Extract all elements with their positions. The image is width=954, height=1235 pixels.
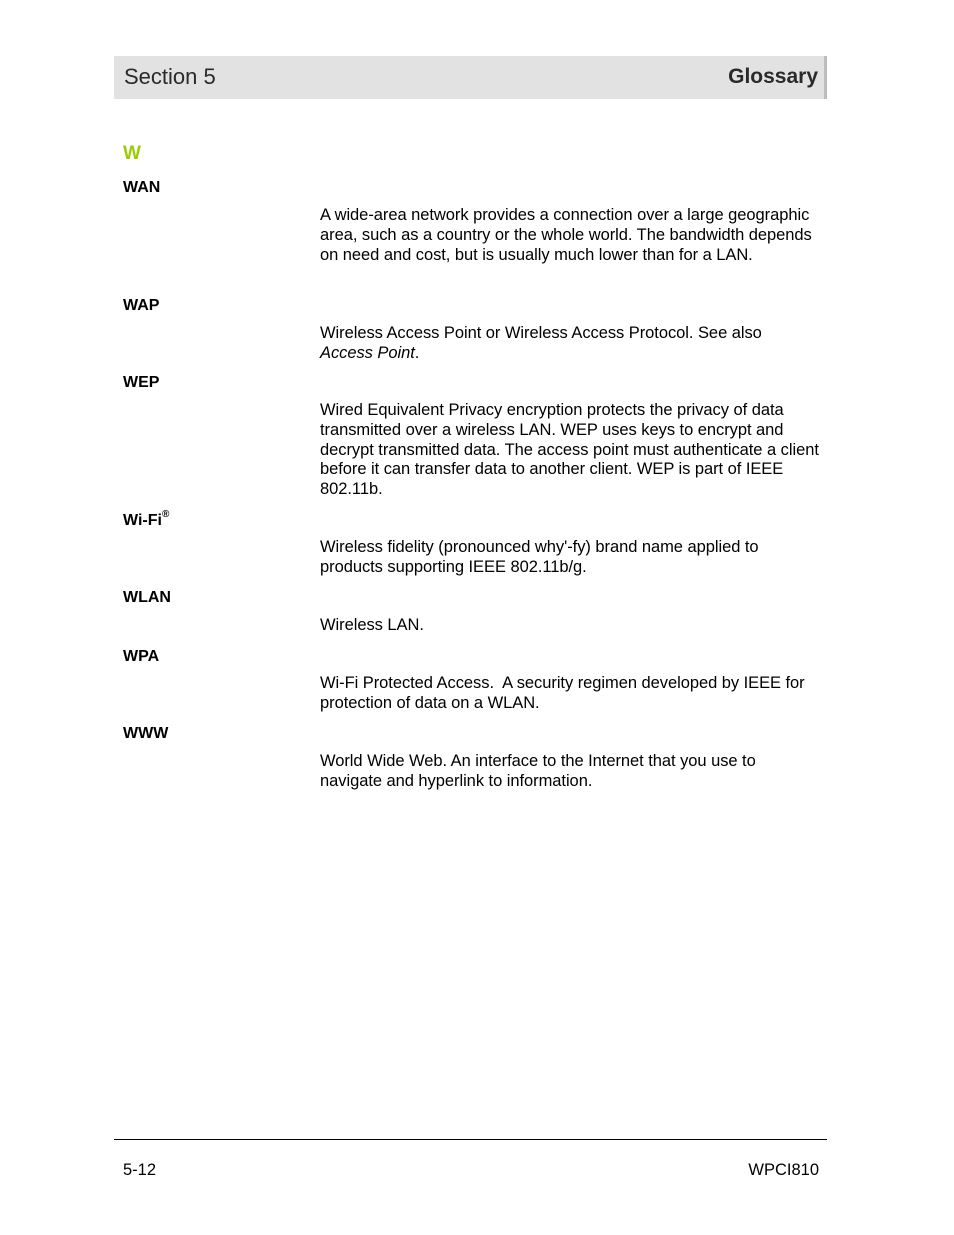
document-id: WPCI810: [748, 1161, 819, 1179]
glossary-term-wan: WAN: [123, 179, 161, 196]
glossary-term-wep: WEP: [123, 374, 160, 391]
section-header-bar: [114, 56, 827, 99]
glossary-definition-wlan: Wireless LAN.: [320, 616, 424, 634]
glossary-definition-wan: A wide-area network provides a connection over a large geographic area, such as a country or the whole world. The bandwidth depends on need and cost, but is usually much lower than for a LAN.: [320, 206, 812, 264]
definition-text: Wireless Access Point or Wireless Access Protocol. See also: [320, 324, 762, 342]
glossary-definition-wpa: Wi-Fi Protected Access. A security regimen developed by IEEE for protection of data on a WLAN.: [320, 674, 810, 712]
glossary-definition-wifi: Wireless fidelity (pronounced why'-fy) brand name applied to products supporting IEEE 802.11b/g.: [320, 538, 759, 576]
glossary-term-wap: WAP: [123, 297, 160, 314]
glossary-term-wpa: WPA: [123, 648, 160, 665]
glossary-term-wifi: [123, 508, 170, 530]
term-text: Wi-Fi: [123, 512, 162, 529]
glossary-definition-wep: Wired Equivalent Privacy encryption protects the privacy of data transmitted over a wireless LAN. WEP uses keys to encrypt and decrypt transmitted data. The access point must authenticate a client before it can transfer data to another client. WEP is part of IEEE 802.11b.: [320, 401, 819, 499]
page-number: 5-12: [123, 1161, 157, 1179]
glossary-term-wlan: WLAN: [123, 589, 171, 606]
glossary-definition-www: World Wide Web. An interface to the Internet that you use to navigate and hyperlink to information.: [320, 752, 756, 790]
cross-reference: Access Point: [320, 343, 415, 362]
footer-divider: [114, 1139, 827, 1140]
section-label: Section 5: [124, 64, 216, 89]
definition-tail: .: [414, 343, 420, 362]
glossary-definition-wap: [320, 324, 820, 364]
registered-mark: ®: [161, 508, 170, 520]
page-title: Glossary: [728, 65, 818, 88]
letter-heading: W: [123, 143, 141, 164]
glossary-term-www: WWW: [123, 725, 169, 742]
